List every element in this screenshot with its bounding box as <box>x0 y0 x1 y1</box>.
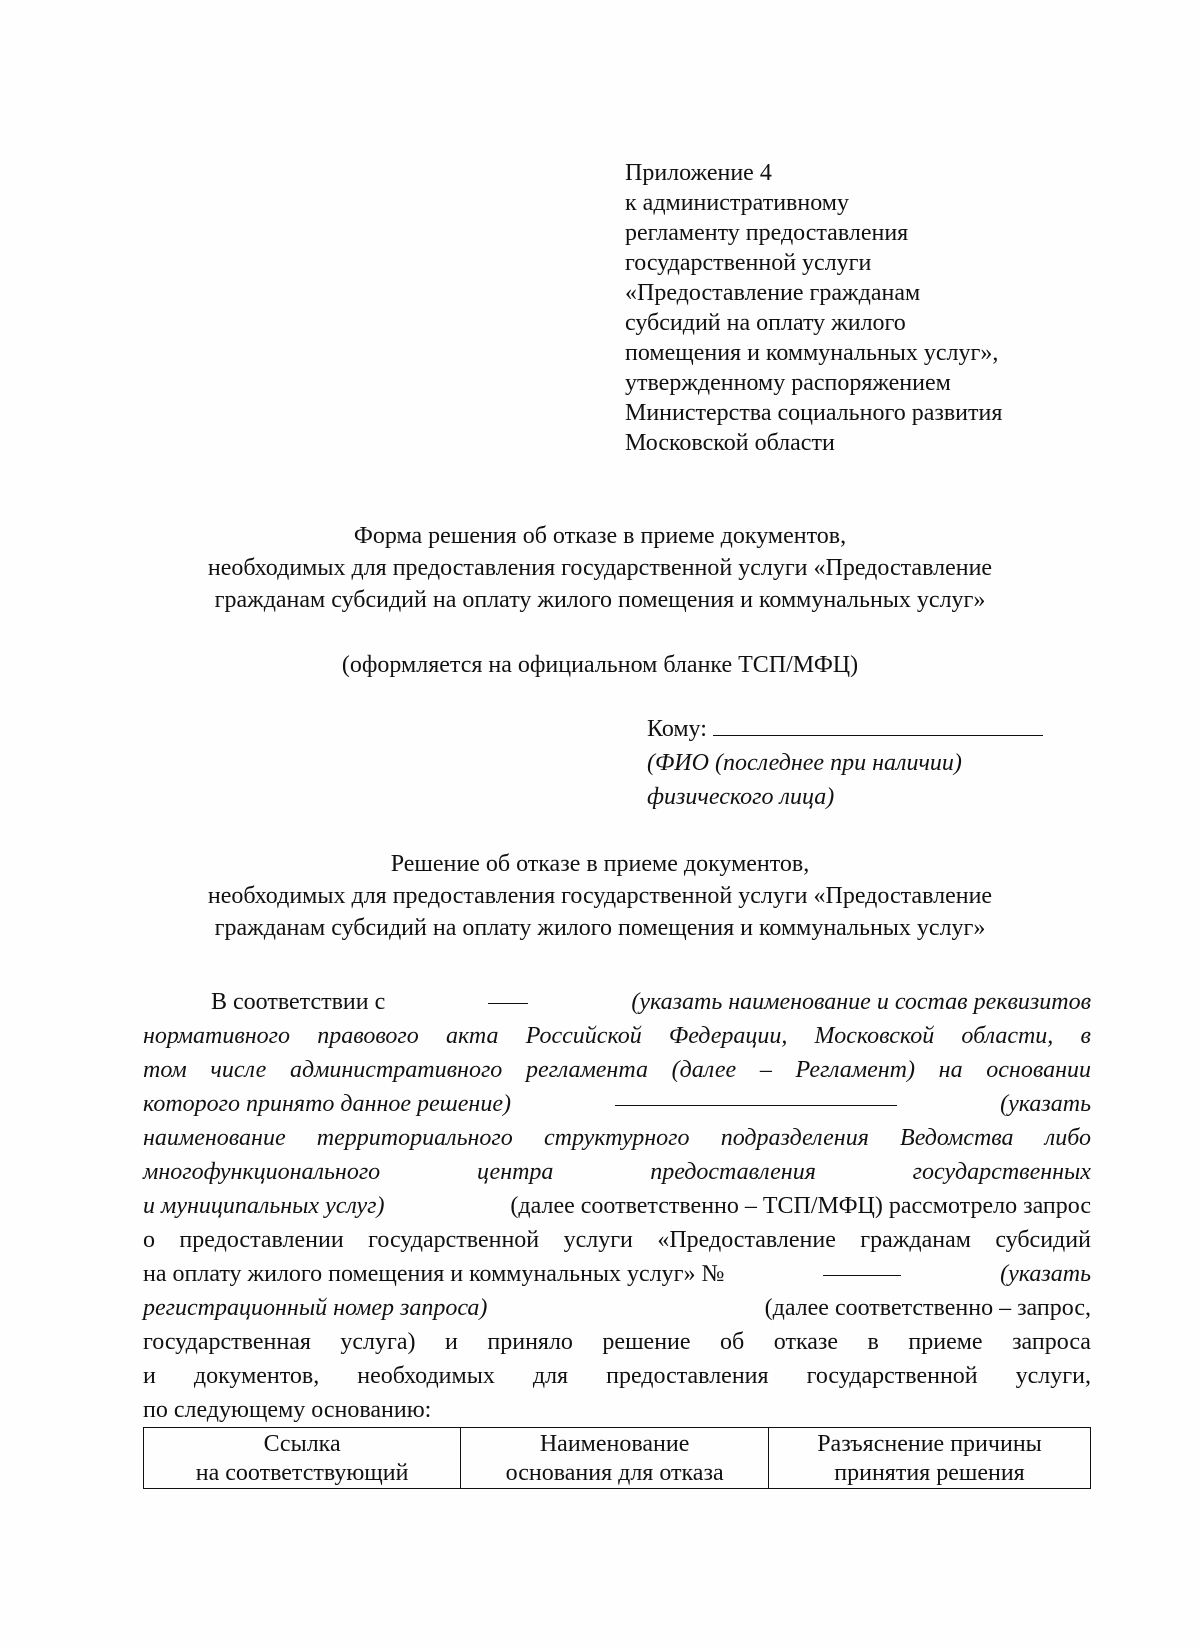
word: Ведомства <box>900 1125 1014 1151</box>
body-text-segment: (далее соответственно – ТСП/МФЦ) рассмотрело запрос <box>510 1193 1091 1219</box>
recipient-hint <box>647 746 1067 814</box>
word: Российской <box>525 1023 642 1049</box>
word: запроса <box>1012 1329 1091 1355</box>
word: гражданам <box>860 1227 971 1253</box>
word: услуга) <box>340 1329 416 1355</box>
word: регламента <box>526 1057 648 1083</box>
word: акта <box>445 1023 499 1049</box>
body-text-segment: (далее соответственно – запрос, <box>764 1295 1091 1321</box>
decision-title <box>120 848 1080 944</box>
body-line <box>143 1087 1091 1121</box>
decision-title-line: Решение об отказе в приеме документов, <box>390 851 810 877</box>
body-line <box>143 1019 1091 1053</box>
recipient-line <box>647 712 1067 746</box>
word: услуги, <box>1015 1363 1091 1389</box>
body-text-segment: регистрационный номер запроса) <box>143 1295 488 1321</box>
body-line <box>143 1325 1091 1359</box>
word: в <box>867 1329 879 1355</box>
word: и <box>143 1363 156 1389</box>
word: о <box>143 1227 155 1253</box>
table-header-line: Ссылка <box>263 1431 341 1457</box>
word: для <box>532 1363 569 1389</box>
decision-title-line: гражданам субсидий на оплату жилого помещения и коммунальных услуг» <box>214 915 986 941</box>
word: в <box>1080 1023 1091 1049</box>
word: предоставления <box>606 1363 769 1389</box>
body-line <box>143 1121 1091 1155</box>
form-title <box>120 520 1080 616</box>
body-line <box>143 1223 1091 1257</box>
word: необходимых <box>357 1363 495 1389</box>
word: «Предоставление <box>657 1227 836 1253</box>
decision-title-line: необходимых для предоставления государственной услуги «Предоставление <box>207 883 993 909</box>
appendix-line: Министерства социального развития <box>625 400 1003 426</box>
appendix-line: государственной услуги <box>625 250 872 276</box>
word: центра <box>476 1159 554 1185</box>
word: предоставления <box>650 1159 816 1185</box>
word: и <box>445 1329 458 1355</box>
body-line <box>143 1291 1091 1325</box>
recipient-hint-line: физического лица) <box>647 784 835 810</box>
word: нормативного <box>143 1023 291 1049</box>
word: государственной <box>368 1227 540 1253</box>
body-line <box>143 1359 1091 1393</box>
recipient-block <box>647 712 1067 814</box>
word: документов, <box>193 1363 320 1389</box>
appendix-line: Московской области <box>625 430 835 456</box>
word: административного <box>289 1057 503 1083</box>
word: Московской <box>814 1023 935 1049</box>
word: об <box>720 1329 745 1355</box>
recipient-hint-line: (ФИО (последнее при наличии) <box>647 750 962 776</box>
table-header-cell <box>769 1428 1091 1489</box>
appendix-line: субсидий на оплату жилого <box>625 310 906 336</box>
appendix-line: регламенту предоставления <box>625 220 909 246</box>
word: отказе <box>773 1329 839 1355</box>
table-header-cell <box>144 1428 461 1489</box>
body-line: по следующему основанию: <box>143 1397 432 1423</box>
recipient-name-blank[interactable] <box>713 715 1043 736</box>
word: том <box>143 1057 187 1083</box>
word: правового <box>317 1023 419 1049</box>
body-text-segment: (указать <box>1000 1091 1091 1117</box>
body-line <box>143 1155 1091 1189</box>
word: области, <box>961 1023 1054 1049</box>
act-blank[interactable] <box>488 985 528 1004</box>
table-header-cell <box>461 1428 769 1489</box>
table-header-line: основания для отказа <box>505 1460 724 1486</box>
word: Федерации, <box>668 1023 788 1049</box>
body-text-segment: на оплату жилого помещения и коммунальных услуг» № <box>143 1261 725 1287</box>
word: решение <box>602 1329 691 1355</box>
form-title-line: гражданам субсидий на оплату жилого помещения и коммунальных услуг» <box>214 587 986 613</box>
table-header-line: Наименование <box>539 1431 690 1457</box>
body-text-segment: и муниципальных услуг) <box>143 1193 385 1219</box>
appendix-line: помещения и коммунальных услуг», <box>625 340 999 366</box>
word: числе <box>210 1057 267 1083</box>
word: Регламент) <box>795 1057 915 1083</box>
decision-body <box>143 985 1091 1427</box>
appendix-line: «Предоставление гражданам <box>625 280 921 306</box>
table-header-line: на соответствующий <box>195 1460 409 1486</box>
body-text-segment: которого принято данное решение) <box>143 1091 511 1117</box>
refusal-reasons-table <box>143 1427 1091 1489</box>
body-text-segment: (указать наименование и состав реквизитов <box>631 989 1091 1015</box>
word: наименование <box>143 1125 286 1151</box>
word: территориального <box>316 1125 513 1151</box>
body-line <box>143 1189 1091 1223</box>
word: подразделения <box>720 1125 869 1151</box>
appendix-line: к административному <box>625 190 849 216</box>
word: структурного <box>543 1125 690 1151</box>
word: либо <box>1044 1125 1091 1151</box>
appendix-line: утвержденному распоряжением <box>625 370 951 396</box>
word: приняло <box>487 1329 573 1355</box>
form-title-line: необходимых для предоставления государственной услуги «Предоставление <box>207 555 993 581</box>
word: – <box>759 1057 772 1083</box>
word: основании <box>986 1057 1091 1083</box>
word: (далее <box>671 1057 737 1083</box>
appendix-header <box>625 158 1085 458</box>
word: государственных <box>912 1159 1091 1185</box>
word: на <box>938 1057 963 1083</box>
word: предоставлении <box>179 1227 344 1253</box>
body-line <box>143 985 1091 1019</box>
form-title-line: Форма решения об отказе в приеме документов, <box>353 523 847 549</box>
body-line <box>143 1053 1091 1087</box>
request-number-blank[interactable] <box>823 1257 901 1276</box>
word: государственная <box>143 1329 311 1355</box>
recipient-label: Кому: <box>647 716 707 742</box>
word: приеме <box>908 1329 983 1355</box>
table-header-row <box>144 1428 1091 1489</box>
word: субсидий <box>995 1227 1091 1253</box>
table-header-line: Разъяснение причины <box>817 1431 1042 1457</box>
word: государственной <box>806 1363 978 1389</box>
body-line <box>143 1257 1091 1291</box>
blank-note: (оформляется на официальном бланке ТСП/МФЦ) <box>341 652 859 678</box>
table-header-line: принятия решения <box>834 1460 1025 1486</box>
body-text-segment: (указать <box>1000 1261 1091 1287</box>
body-text-segment: В соответствии с <box>211 989 386 1015</box>
appendix-line: Приложение 4 <box>625 160 772 186</box>
word: услуги <box>563 1227 633 1253</box>
department-blank[interactable] <box>615 1087 897 1106</box>
word: многофункционального <box>143 1159 381 1185</box>
